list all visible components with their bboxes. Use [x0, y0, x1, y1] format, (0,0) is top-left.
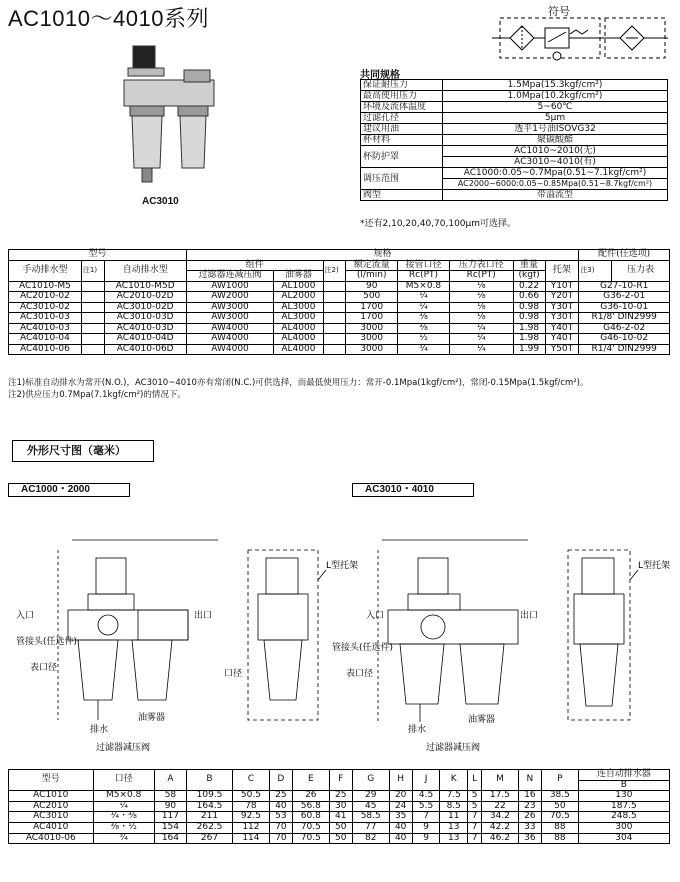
- table-cell: 7: [468, 833, 482, 844]
- table-cell: 77: [352, 822, 389, 833]
- table-cell: 300: [578, 822, 669, 833]
- table-cell: ⅜: [398, 313, 450, 324]
- table-cell: Y30T: [545, 313, 579, 324]
- table-cell: ¼: [449, 334, 513, 345]
- table-cell: ⅜・½: [93, 822, 154, 833]
- table-cell: [323, 313, 346, 324]
- table-cell: AC3010-02: [9, 302, 82, 313]
- table-cell: 5: [468, 801, 482, 812]
- table-cell: 90: [154, 801, 186, 812]
- table-cell: 164.5: [187, 801, 233, 812]
- spec-row: [361, 135, 668, 146]
- table-cell: 5.5: [412, 801, 440, 812]
- table-cell: 88: [541, 822, 578, 833]
- table-cell: AW4000: [186, 323, 274, 334]
- table-cell: Y10T: [545, 281, 579, 292]
- table-cell: 53: [269, 812, 292, 823]
- table-cell: 型号: [9, 250, 187, 261]
- table-cell: [81, 302, 104, 313]
- table-row: [9, 801, 670, 812]
- table-cell: 58.5: [352, 812, 389, 823]
- table-cell: F: [329, 770, 352, 791]
- table-cell: G36-10-01: [579, 302, 670, 313]
- inlet-label-2: 入口: [366, 611, 385, 621]
- table-cell: 压力表: [612, 260, 670, 281]
- table-cell: P: [541, 770, 578, 791]
- table-cell: 70: [269, 822, 292, 833]
- table-cell: [81, 323, 104, 334]
- table-cell: 杯材料: [361, 135, 443, 146]
- table-cell: 阀型: [361, 190, 443, 201]
- symbol-label: 符号: [548, 5, 570, 18]
- table-cell: Y20T: [545, 292, 579, 303]
- table-cell: B: [578, 780, 669, 791]
- spec-row: [361, 146, 668, 157]
- table-row: [9, 791, 670, 802]
- table-cell: 7: [412, 812, 440, 823]
- table-cell: 4.5: [412, 791, 440, 802]
- table-cell: Y40T: [545, 334, 579, 345]
- table-cell: 187.5: [578, 801, 669, 812]
- table-cell: 56.8: [292, 801, 329, 812]
- table-cell: 22: [482, 801, 519, 812]
- lubricator-label: 油雾器: [138, 713, 166, 723]
- table-cell: AW1000: [186, 281, 274, 292]
- table-cell: 1.98: [513, 323, 545, 334]
- table-cell: [323, 334, 346, 345]
- table-cell: AC4010-04: [9, 334, 82, 345]
- outlet-label: 出口: [194, 611, 213, 621]
- table-cell: [81, 313, 104, 324]
- page-title: AC1010～4010系列: [8, 6, 209, 31]
- table-cell: M5×0.8: [93, 791, 154, 802]
- table-cell: Rc(PT): [449, 271, 513, 282]
- table-cell: 压力表口径: [449, 260, 513, 271]
- table-cell: 262.5: [187, 822, 233, 833]
- table-row: [9, 812, 670, 823]
- table-cell: 聚碳酸酯: [443, 135, 668, 146]
- table-cell: 25: [329, 791, 352, 802]
- table-cell: AC3010~4010(有): [443, 157, 668, 168]
- table-cell: AC4010-03D: [104, 323, 186, 334]
- spec-title: 共同规格: [360, 70, 400, 81]
- table-cell: 口径: [93, 770, 154, 791]
- table-cell: 型号: [9, 770, 94, 791]
- table-cell: AL4000: [274, 334, 323, 345]
- table-cell: 50: [541, 801, 578, 812]
- table-cell: 24: [389, 801, 412, 812]
- table-cell: AW3000: [186, 302, 274, 313]
- table-cell: AL4000: [274, 323, 323, 334]
- table-cell: 带溢流型: [443, 190, 668, 201]
- table-cell: 26: [292, 791, 329, 802]
- table-row: [9, 822, 670, 833]
- table-cell: 接管口径: [398, 260, 450, 271]
- fitting-label-2: 管接头(任选件): [332, 643, 394, 653]
- table-cell: G27-10-R1: [579, 281, 670, 292]
- table-cell: ⅛: [449, 281, 513, 292]
- port-label: 口径: [224, 669, 243, 679]
- table-cell: Rc(PT): [398, 271, 450, 282]
- table-cell: 透平1号油ISOVG32: [443, 124, 668, 135]
- spec-note: *还有2,10,20,40,70,100μm可选择。: [360, 219, 517, 229]
- table-cell: 13: [440, 822, 468, 833]
- table-cell: ¼: [449, 344, 513, 355]
- table-cell: 17.5: [482, 791, 519, 802]
- table-cell: (kgf): [513, 271, 545, 282]
- table-cell: [323, 344, 346, 355]
- table-cell: 38.5: [541, 791, 578, 802]
- table-cell: C: [233, 770, 270, 791]
- table-cell: 规格: [186, 250, 579, 261]
- inlet-label: 入口: [16, 611, 35, 621]
- table-cell: AC2000~6000:0.05~0.85Mpa(0.51~8.7kgf/cm²): [443, 179, 668, 190]
- table-cell: 9: [412, 833, 440, 844]
- table-cell: 0.98: [513, 302, 545, 313]
- table-cell: 109.5: [187, 791, 233, 802]
- table-cell: 保证耐压力: [361, 80, 443, 91]
- table-row: [9, 334, 670, 345]
- table-cell: 41: [329, 812, 352, 823]
- table-cell: 25: [269, 791, 292, 802]
- table-cell: M5×0.8: [398, 281, 450, 292]
- bracket-label: L型托架: [326, 561, 359, 571]
- spec-table: [360, 79, 668, 201]
- table-row: [9, 313, 670, 324]
- filter-regulator-label-2: 过滤器减压阀: [426, 743, 481, 753]
- table-cell: AL1000: [274, 281, 323, 292]
- table-cell: 连自动排水器: [578, 770, 669, 781]
- table-cell: AC2010: [9, 801, 94, 812]
- table-cell: AL2000: [274, 292, 323, 303]
- dimension-drawings: [8, 510, 672, 760]
- table-cell: G36-2-01: [579, 292, 670, 303]
- table-cell: ⅛: [449, 292, 513, 303]
- dimension-table: [8, 769, 670, 844]
- dimension-section-title: 外形尺寸图（毫米）: [12, 440, 154, 462]
- outlet-label-2: 出口: [520, 611, 539, 621]
- table-cell: 36: [518, 833, 541, 844]
- table-cell: AC4010: [9, 822, 94, 833]
- table-cell: 0.98: [513, 313, 545, 324]
- table-cell: AC4010-04D: [104, 334, 186, 345]
- table-cell: 92.5: [233, 812, 270, 823]
- table-cell: G46-2-02: [579, 323, 670, 334]
- spec-row: [361, 113, 668, 124]
- table-cell: AC3010: [9, 812, 94, 823]
- table-cell: AC4010-06D: [104, 344, 186, 355]
- table-cell: 1.98: [513, 334, 545, 345]
- table-row: [9, 292, 670, 303]
- product-caption: AC3010: [142, 196, 179, 207]
- table-cell: A: [154, 770, 186, 791]
- note-line: 注2)供应压力0.7Mpa(7.1kgf/cm²)的情况下。: [8, 390, 186, 400]
- table-cell: 1.5Mpa(15.3kgf/cm²): [443, 80, 668, 91]
- table-row: [9, 250, 670, 261]
- table-cell: ¾: [398, 344, 450, 355]
- table-cell: [81, 281, 104, 292]
- table-cell: 9: [412, 822, 440, 833]
- table-cell: AW2000: [186, 292, 274, 303]
- table-cell: ⅜: [398, 323, 450, 334]
- table-cell: 3000: [346, 323, 398, 334]
- table-row: [9, 302, 670, 313]
- table-cell: AC4010-03: [9, 323, 82, 334]
- table-cell: 油雾器: [274, 271, 323, 282]
- table-cell: Y30T: [545, 302, 579, 313]
- table-cell: 40: [389, 822, 412, 833]
- table-cell: [323, 281, 346, 292]
- table-cell: 40: [269, 801, 292, 812]
- table-cell: AC2010-02D: [104, 292, 186, 303]
- table-cell: AC2010-02: [9, 292, 82, 303]
- spec-row: [361, 168, 668, 179]
- table-cell: 60.8: [292, 812, 329, 823]
- table-cell: E: [292, 770, 329, 791]
- table-cell: H: [389, 770, 412, 791]
- table-cell: G46-10-02: [579, 334, 670, 345]
- table-cell: ⅛: [449, 302, 513, 313]
- bracket-label-2: L型托架: [638, 561, 671, 571]
- table-cell: 29: [352, 791, 389, 802]
- table-cell: 杯防护罩: [361, 146, 443, 168]
- table-cell: 调压范围: [361, 168, 443, 190]
- table-cell: 5: [468, 791, 482, 802]
- table-cell: [81, 292, 104, 303]
- subtitle-ac1000: AC1000・2000: [8, 483, 130, 497]
- table-cell: AC1010: [9, 791, 94, 802]
- table-cell: 3000: [346, 344, 398, 355]
- table-cell: 70: [269, 833, 292, 844]
- table-cell: 过滤器连减压阀: [186, 271, 274, 282]
- table-cell: 7: [468, 822, 482, 833]
- table-cell: 46.2: [482, 833, 519, 844]
- table-cell: 50: [329, 833, 352, 844]
- note-line: 注1)标准自动排水为常开(N.O.)，AC3010~4010亦有常闭(N.C.)可供选择，而最低使用压力：常开-0.1Mpa(1kgf/cm²)，常闭-0.15Mpa(1.5kgf/cm²)。: [8, 378, 589, 388]
- table-cell: AC1010~2010(无): [443, 146, 668, 157]
- table-cell: 1.0Mpa(10.2kgf/cm²): [443, 91, 668, 102]
- table-cell: 8.5: [440, 801, 468, 812]
- table-cell: K: [440, 770, 468, 791]
- table-row: [9, 260, 670, 271]
- model-notes: [8, 377, 674, 401]
- table-cell: 3000: [346, 334, 398, 345]
- table-cell: 117: [154, 812, 186, 823]
- drain-label-2: 排水: [408, 725, 427, 735]
- table-cell: 配件(任选项): [579, 250, 670, 261]
- model-table: [8, 249, 670, 355]
- lubricator-label-2: 油雾器: [468, 715, 496, 725]
- table-cell: [323, 302, 346, 313]
- table-cell: 5~60℃: [443, 102, 668, 113]
- table-cell: AL3000: [274, 302, 323, 313]
- table-cell: D: [269, 770, 292, 791]
- spec-row: [361, 190, 668, 201]
- filter-regulator-label: 过滤器减压阀: [96, 743, 151, 753]
- table-cell: 11: [440, 812, 468, 823]
- table-cell: 78: [233, 801, 270, 812]
- table-cell: AC3010-03: [9, 313, 82, 324]
- table-cell: AC1010-M5D: [104, 281, 186, 292]
- table-cell: Y40T: [545, 323, 579, 334]
- table-cell: AC1010-M5: [9, 281, 82, 292]
- table-cell: 34.2: [482, 812, 519, 823]
- table-row: [9, 323, 670, 334]
- table-cell: 26: [518, 812, 541, 823]
- table-cell: Y50T: [545, 344, 579, 355]
- table-cell: 130: [578, 791, 669, 802]
- table-cell: R1/4' DIN2999: [579, 344, 670, 355]
- table-cell: 1700: [346, 313, 398, 324]
- table-cell: 58: [154, 791, 186, 802]
- table-cell: 自动排水型: [104, 260, 186, 281]
- table-cell: 注2): [323, 260, 346, 281]
- table-cell: 注3): [579, 260, 612, 281]
- table-row: [9, 344, 670, 355]
- table-cell: B: [187, 770, 233, 791]
- gauge-port-label-2: 表口径: [346, 669, 374, 679]
- spec-row: [361, 124, 668, 135]
- table-cell: 1.99: [513, 344, 545, 355]
- table-cell: 5μm: [443, 113, 668, 124]
- table-cell: (l/min): [346, 271, 398, 282]
- table-cell: ¼: [449, 323, 513, 334]
- pneumatic-symbol-diagram: [490, 16, 670, 62]
- table-cell: 建议用油: [361, 124, 443, 135]
- table-cell: AC1000:0.05~0.7Mpa(0.51~7.1kgf/cm²): [443, 168, 668, 179]
- subtitle-ac3010: AC3010・4010: [352, 483, 474, 497]
- fitting-label: 管接头(任选件): [16, 637, 78, 647]
- gauge-port-label: 表口径: [30, 663, 58, 673]
- spec-row: [361, 91, 668, 102]
- table-cell: 7: [468, 812, 482, 823]
- table-cell: [81, 334, 104, 345]
- table-cell: ¼: [398, 302, 450, 313]
- table-cell: [323, 323, 346, 334]
- table-cell: M: [482, 770, 519, 791]
- table-cell: 90: [346, 281, 398, 292]
- table-cell: N: [518, 770, 541, 791]
- table-cell: 注1): [81, 260, 104, 281]
- table-cell: 手动排水型: [9, 260, 82, 281]
- product-photo: [118, 40, 228, 190]
- table-cell: ¼: [93, 801, 154, 812]
- table-cell: 最高使用压力: [361, 91, 443, 102]
- table-cell: 50: [329, 822, 352, 833]
- table-cell: 45: [352, 801, 389, 812]
- table-cell: AC3010-03D: [104, 313, 186, 324]
- table-cell: 267: [187, 833, 233, 844]
- table-cell: 16: [518, 791, 541, 802]
- table-cell: 82: [352, 833, 389, 844]
- table-cell: AC4010-06: [9, 344, 82, 355]
- table-cell: 13: [440, 833, 468, 844]
- table-cell: [323, 292, 346, 303]
- spec-row: [361, 80, 668, 91]
- table-cell: ¼・⅜: [93, 812, 154, 823]
- table-row: [9, 770, 670, 781]
- table-cell: AL4000: [274, 344, 323, 355]
- table-cell: AC4010-06: [9, 833, 94, 844]
- table-cell: 154: [154, 822, 186, 833]
- table-cell: 1700: [346, 302, 398, 313]
- table-cell: 额定流量: [346, 260, 398, 271]
- table-cell: 35: [389, 812, 412, 823]
- table-cell: J: [412, 770, 440, 791]
- table-cell: 304: [578, 833, 669, 844]
- table-cell: 33: [518, 822, 541, 833]
- table-cell: 248.5: [578, 812, 669, 823]
- table-cell: 42.2: [482, 822, 519, 833]
- table-cell: 70.5: [292, 822, 329, 833]
- table-row: [9, 833, 670, 844]
- table-cell: G: [352, 770, 389, 791]
- table-cell: 30: [329, 801, 352, 812]
- spec-row: [361, 102, 668, 113]
- table-cell: 23: [518, 801, 541, 812]
- table-cell: AW4000: [186, 334, 274, 345]
- table-cell: 70.5: [541, 812, 578, 823]
- table-cell: 500: [346, 292, 398, 303]
- table-cell: 托架: [545, 260, 579, 281]
- table-cell: ⅛: [449, 313, 513, 324]
- table-cell: ¾: [93, 833, 154, 844]
- table-cell: 40: [389, 833, 412, 844]
- table-row: [9, 281, 670, 292]
- table-cell: AL3000: [274, 313, 323, 324]
- table-cell: AC3010-02D: [104, 302, 186, 313]
- table-cell: AW4000: [186, 344, 274, 355]
- table-cell: 70.5: [292, 833, 329, 844]
- table-cell: 164: [154, 833, 186, 844]
- table-cell: 50.5: [233, 791, 270, 802]
- table-cell: 112: [233, 822, 270, 833]
- table-cell: 88: [541, 833, 578, 844]
- table-cell: 0.66: [513, 292, 545, 303]
- table-cell: 7.5: [440, 791, 468, 802]
- table-cell: 114: [233, 833, 270, 844]
- table-cell: 组件: [186, 260, 323, 271]
- table-cell: ½: [398, 334, 450, 345]
- table-cell: L: [468, 770, 482, 791]
- table-cell: 20: [389, 791, 412, 802]
- table-cell: AW3000: [186, 313, 274, 324]
- table-cell: 环境及流体温度: [361, 102, 443, 113]
- table-cell: [81, 344, 104, 355]
- table-cell: ¼: [398, 292, 450, 303]
- table-cell: 过滤孔径: [361, 113, 443, 124]
- table-cell: 0.22: [513, 281, 545, 292]
- drain-label: 排水: [90, 725, 109, 735]
- table-cell: 211: [187, 812, 233, 823]
- table-cell: 重量: [513, 260, 545, 271]
- table-cell: R1/8' DIN2999: [579, 313, 670, 324]
